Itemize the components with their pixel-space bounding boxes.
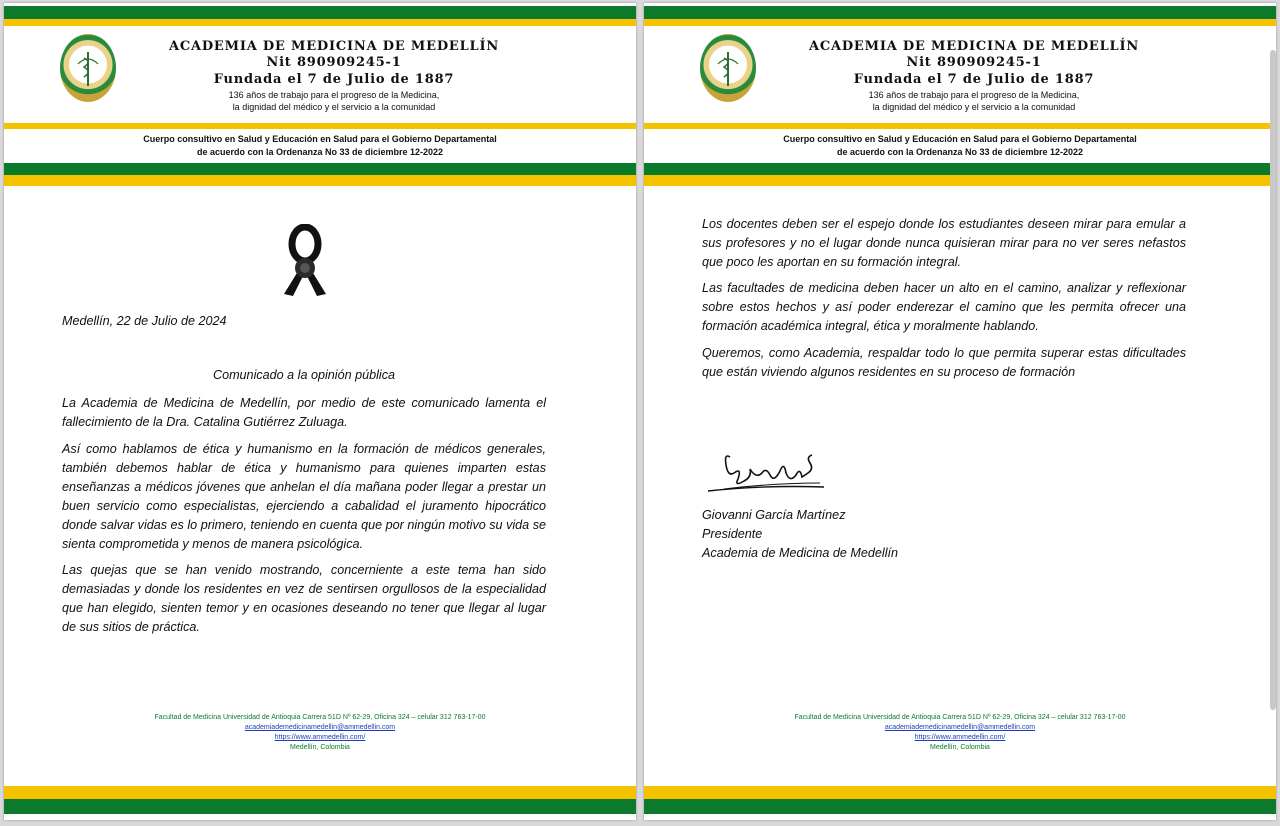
footer-website-link[interactable]: https://www.ammedellin.com/ — [914, 734, 1006, 741]
org-founded: Fundada el 7 de Julio de 1887 — [213, 72, 455, 87]
org-founded: Fundada el 7 de Julio de 1887 — [853, 72, 1095, 87]
letter-page-2 — [644, 3, 1276, 820]
yellow-stripe — [644, 786, 1276, 799]
green-stripe — [644, 163, 1276, 175]
yellow-stripe — [4, 175, 636, 186]
footer-email-link[interactable]: academiademedicinamedellin@ammedellin.com — [884, 724, 1036, 731]
signer-organization: Academia de Medicina de Medellín — [702, 546, 899, 560]
paragraph: Las facultades de medicina deben hacer un alto en el camino, analizar y reflexionar sobre estos hechos y así poder enderezar el camino que les permita ofrecer una formación académica integral, ética y moralmente hablando. — [702, 281, 1186, 333]
paragraph: La Academia de Medicina de Medellín, por medio de este comunicado lamenta el fallecimiento de la Dra. Catalina Gutiérrez Zuluaga. — [62, 396, 546, 429]
footer-website-link[interactable]: https://www.ammedellin.com/ — [274, 734, 366, 741]
yellow-stripe — [4, 19, 636, 26]
handwritten-signature — [704, 443, 830, 499]
consultive-line-2: de acuerdo con la Ordenanza No 33 de diciembre 12-2022 — [196, 147, 444, 157]
org-name: ACADEMIA DE MEDICINA DE MEDELLÍN — [808, 39, 1140, 54]
footer-email-link[interactable]: academiademedicinamedellin@ammedellin.com — [244, 724, 396, 731]
footer-address: Facultad de Medicina Universidad de Antioquia Carrera 51D Nº 62-29, Oficina 324 – celular 312 763-17-00 — [154, 714, 486, 721]
tagline-line-1: 136 años de trabajo para el progreso de la Medicina, — [228, 90, 440, 100]
consultive-line-1: Cuerpo consultivo en Salud y Educación en Salud para el Gobierno Departamental — [783, 134, 1137, 144]
green-stripe — [4, 163, 636, 175]
letter-page-1 — [4, 3, 636, 820]
yellow-stripe — [4, 786, 636, 799]
green-stripe — [4, 799, 636, 814]
yellow-divider — [644, 123, 1276, 129]
academy-seal-logo — [60, 34, 116, 102]
yellow-stripe — [644, 175, 1276, 186]
footer-city: Medellín, Colombia — [930, 744, 990, 751]
paragraph: Así como hablamos de ética y humanismo en la formación de médicos generales, también debemos hablar de ética y humanismo para quienes imparten estas enseñanzas a médicos jóvenes que anhelan el día mañana poder llegar a prestar un buen servicio como especialistas, ejerciendo a cabalidad el juramento hipocrático donde salvar vidas es lo primero, teniendo en cuenta que por ningún motivo su vida se sienta comprometida y menos de manera psicológica. — [62, 442, 546, 551]
signer-name: Giovanni García Martínez — [702, 508, 846, 522]
org-nit: Nit 890909245-1 — [906, 55, 1042, 70]
green-stripe — [4, 6, 636, 19]
footer-address: Facultad de Medicina Universidad de Antioquia Carrera 51D Nº 62-29, Oficina 324 – celular 312 763-17-00 — [794, 714, 1126, 721]
paragraph: Los docentes deben ser el espejo donde los estudiantes deseen mirar para emular a sus profesores y no el lugar donde nunca quisieran mirar para no ver seres nefastos que poco les aportan en su formación integral. — [702, 217, 1186, 269]
scrollbar[interactable] — [1270, 50, 1276, 710]
footer-city: Medellín, Colombia — [290, 744, 350, 751]
consultive-line-2: de acuerdo con la Ordenanza No 33 de diciembre 12-2022 — [836, 147, 1084, 157]
signer-role: Presidente — [702, 527, 763, 541]
org-name: ACADEMIA DE MEDICINA DE MEDELLÍN — [168, 39, 500, 54]
org-nit: Nit 890909245-1 — [266, 55, 402, 70]
letter-title: Comunicado a la opinión pública — [212, 368, 396, 382]
yellow-divider — [4, 123, 636, 129]
yellow-stripe — [644, 19, 1276, 26]
letter-date: Medellín, 22 de Julio de 2024 — [62, 314, 227, 328]
tagline-line-2: la dignidad del médico y el servicio a la comunidad — [872, 102, 1076, 112]
tagline-line-2: la dignidad del médico y el servicio a la comunidad — [232, 102, 436, 112]
mourning-ribbon-icon — [278, 224, 332, 298]
tagline-line-1: 136 años de trabajo para el progreso de la Medicina, — [868, 90, 1080, 100]
consultive-line-1: Cuerpo consultivo en Salud y Educación en Salud para el Gobierno Departamental — [143, 134, 497, 144]
academy-seal-logo — [700, 34, 756, 102]
green-stripe — [644, 799, 1276, 814]
green-stripe — [644, 6, 1276, 19]
paragraph: Queremos, como Academia, respaldar todo lo que permita superar estas dificultades que están viviendo algunos residentes en su proceso de formación — [702, 346, 1186, 379]
paragraph: Las quejas que se han venido mostrando, concerniente a este tema han sido demasiadas y donde los residentes en vez de sentirsen orgullosos de la especialidad que han elegido, sienten temor y en ocasiones deseando no tener que llegar al lugar de sus sitios de práctica. — [62, 563, 546, 634]
